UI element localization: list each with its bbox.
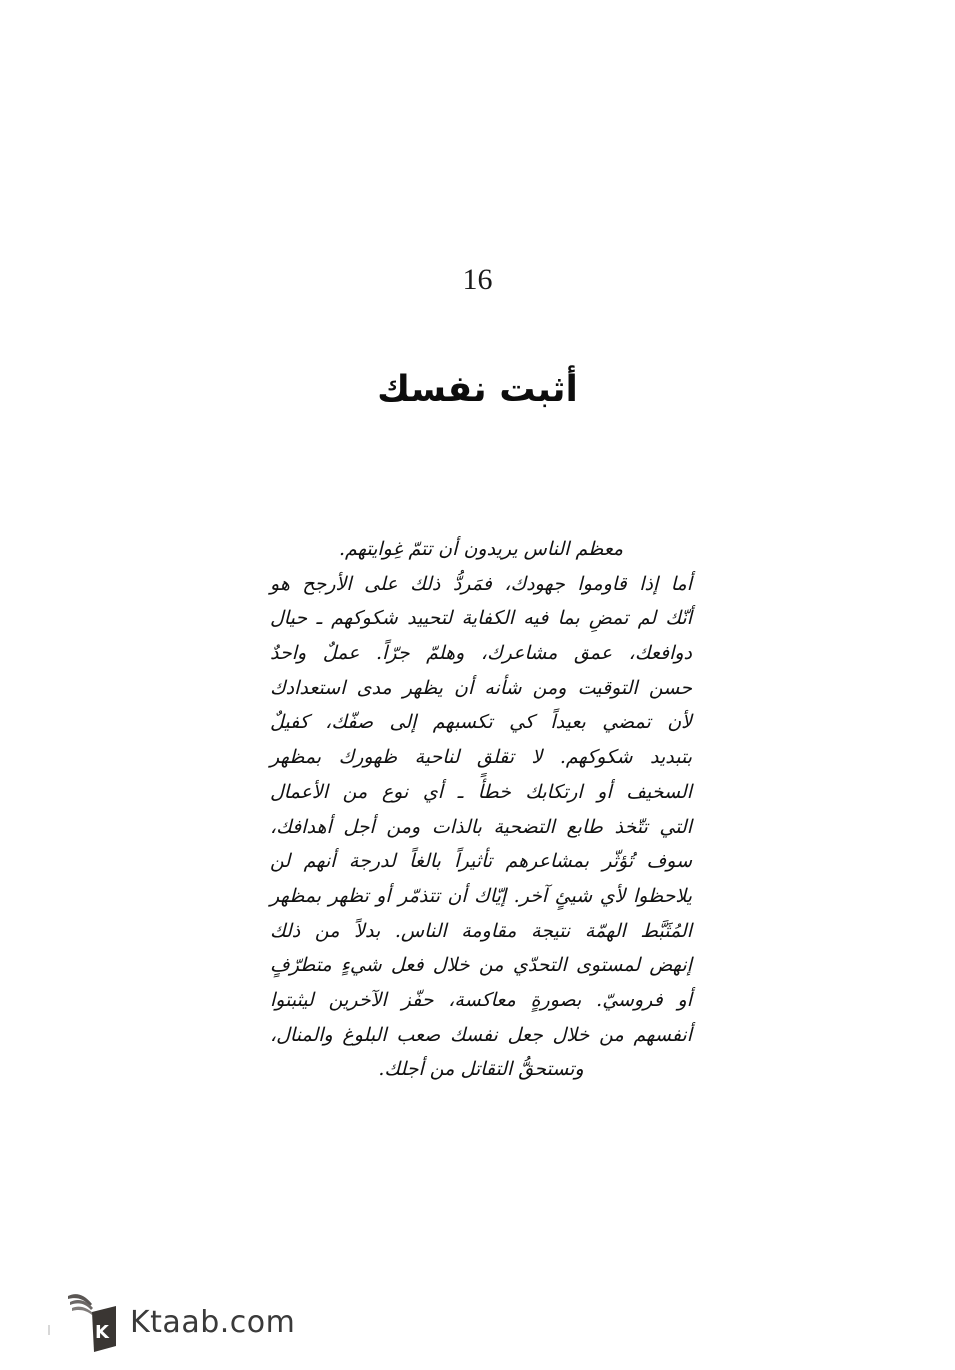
body-line: معظم الناس يريدون أن تتمّ غِوايتهم. xyxy=(338,538,624,560)
footer-logo[interactable] xyxy=(66,1290,295,1354)
body-line: حسن التوقيت ومن شأنه أن يظهر مدى استعدادك xyxy=(270,676,692,699)
body-line: وتستحقُّ التقاتل من أجلك. xyxy=(378,1058,584,1081)
body-line: بتبديد شكوكهم. لا تقلق لناحية ظهورك بمظهر xyxy=(270,746,692,769)
body-paragraph xyxy=(270,532,692,1087)
chapter-title: أثبت نفسك xyxy=(377,369,578,410)
body-line: أما إذا قاوموا جهودك، فمَردُّ ذلك على الأرجح هو xyxy=(270,572,692,595)
page-edge-mark xyxy=(48,1325,50,1335)
body-line: أو فروسيّ. بصورةٍ معاكسة، حفّز الآخرين ليثبتوا xyxy=(270,988,692,1011)
body-line: أنّك لم تمضِ بما فيه الكفاية لتحييد شكوكهم ـ حيال xyxy=(270,607,692,630)
page-number: 16 xyxy=(462,263,493,296)
body-line: السخيف أو ارتكابك خطأً ـ أي نوع من الأعمال xyxy=(270,780,692,803)
logo-text[interactable]: Ktaab.com xyxy=(130,1305,296,1340)
body-line: أنفسهم من خلال جعل نفسك صعب البلوغ والمنال، xyxy=(270,1023,692,1046)
open-book-k-icon xyxy=(66,1290,118,1354)
body-line: يلاحظوا لأي شيئٍ آخر. إيّاك أن تتذمّر أو تظهر بمظهر xyxy=(270,884,692,907)
body-line: إنهض لمستوى التحدّي من خلال فعل شيءٍ متطرّفٍ xyxy=(270,954,692,977)
body-line: التي تتّخذ طابع التضحية بالذات ومن أجل أهدافك، xyxy=(270,815,692,838)
logo-letter: K xyxy=(95,1322,109,1343)
body-line: لأن تمضي بعيداً كي تكسبهم إلى صفّك، كفيلٌ xyxy=(270,711,692,734)
body-line: المُثَبَّط الهمّة نتيجة مقاومة الناس. بدلاً من ذلك xyxy=(270,919,692,942)
body-line: دوافعك، عمق مشاعرك، وهلمّ جرّاً. عملٌ واحدٌ xyxy=(270,642,692,665)
body-line: سوف تُؤثّر بمشاعرهم تأثيراً بالغاً لدرجة أنهم لن xyxy=(270,850,692,873)
